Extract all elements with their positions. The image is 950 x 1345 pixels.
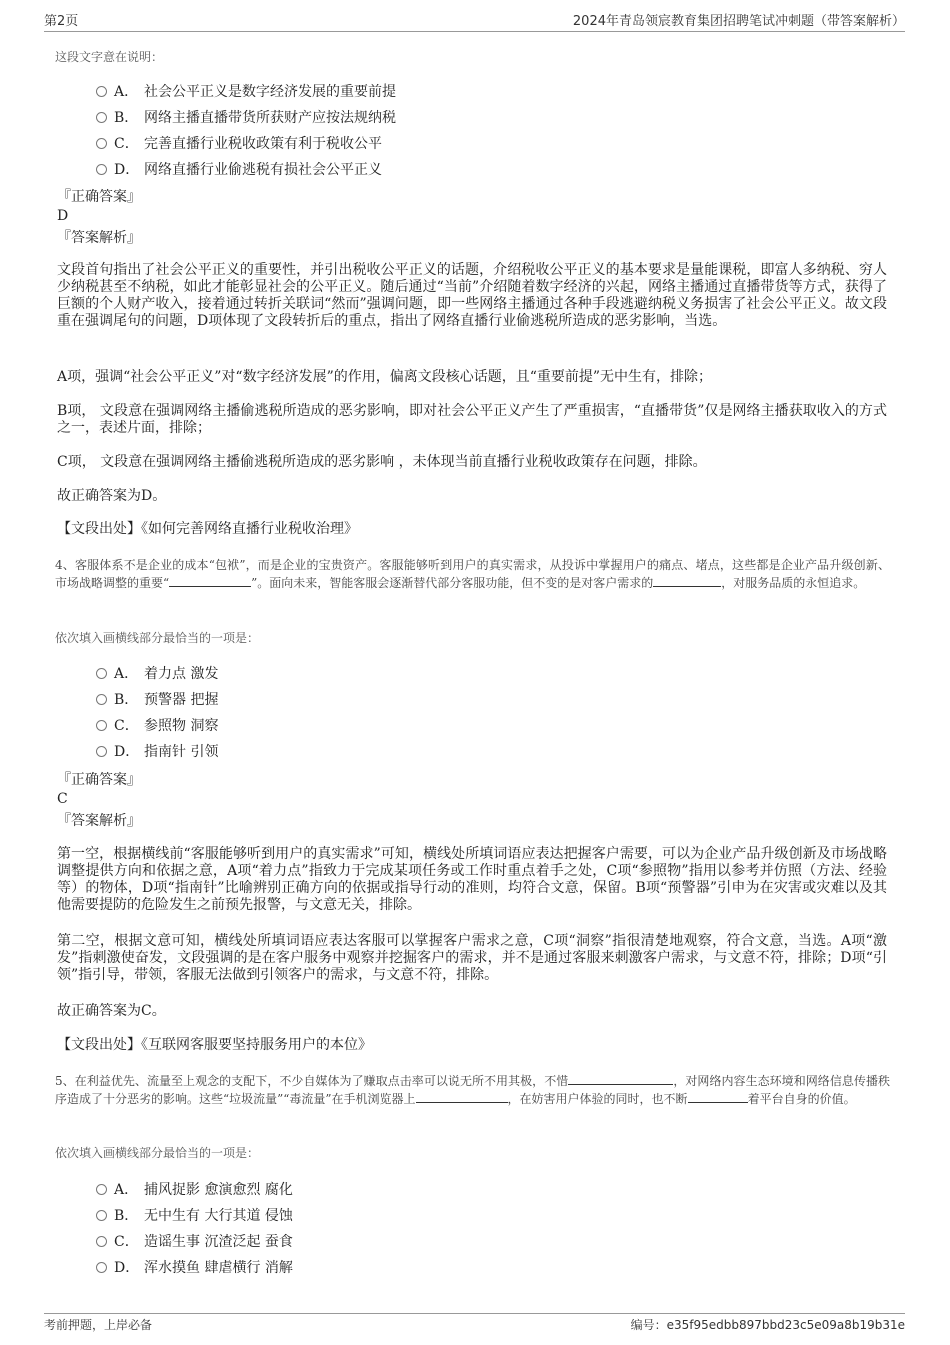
- q4-conclusion: 故正确答案为C。: [57, 1003, 166, 1019]
- q5-option-a[interactable]: A． 捕风捉影 愈演愈烈 腐化: [96, 1180, 293, 1200]
- doc-title: 2024年青岛领宸教育集团招聘笔试冲刺题（带答案解析）: [572, 14, 905, 29]
- q5-blank-3: [688, 1090, 748, 1103]
- q5-stem: 5、在利益优先、流量至上观念的支配下，不少自媒体为了赚取点击率可以说无所不用其极，不惜 ，对网络内容生态环境和网络信息传播秩序造成了十分恶劣的影响。这些“垃圾流量”“毒流量”在手机浏览器上 ，在妨害用户体验的同时，也不断 着平台自身的价值。: [55, 1074, 890, 1106]
- q4-prompt: 依次填入画横线部分最恰当的一项是：: [55, 631, 260, 645]
- q3-analysis-p1: 文段首句指出了社会公平正义的重要性，并引出税收公平正义的话题，介绍税收公平正义的基本要求是量能课税，即富人多纳税、穷人少纳税甚至不纳税，如此才能彰显社会的公平正义。随后通过“当前”介绍随着数字经济的兴起，网络主播通过直播带货等方式，获得了巨额的个人财产收入，接着通过转折关联词“然而”强调问题，即一些网络主播通过各种手段逃避纳税义务损害了社会公平正义。故文段重在强调尾句的问题，D项体现了文段转折后的重点，指出了网络直播行业偷逃税所造成的恶劣影响，当选。: [57, 262, 887, 329]
- radio-icon[interactable]: [96, 746, 107, 757]
- q5-blank-2: [416, 1090, 508, 1103]
- q4-answer-label: 『正确答案』: [57, 772, 141, 788]
- radio-icon[interactable]: [96, 1262, 107, 1273]
- radio-icon[interactable]: [96, 1236, 107, 1247]
- q4-analysis-p1: 第一空，根据横线前“客服能够听到用户的真实需求”可知，横线处所填词语应表达把握客户需要，可以为企业产品升级创新及市场战略调整提供方向和依据之意，A项“着力点”指致力于完成某项任务或工作时重点着手之处，C项“参照物”指用以参考并仿照（方法、经验等）的物体，D项“指南针”比喻辨别正确方向的依据或指导行动的准则，均符合文意，保留。B项“预警器”引申为在灾害或灾难以及其他需要提防的危险发生之前预先报警，与文意无关，排除。: [57, 846, 887, 913]
- q5-option-b[interactable]: B． 无中生有 大行其道 侵蚀: [96, 1206, 293, 1226]
- q3-answer-label: 『正确答案』: [57, 189, 141, 205]
- q3-analysis-p2: A项，强调“社会公平正义”对“数字经济发展”的作用，偏离文段核心话题，且“重要前提”无中生有，排除；: [57, 369, 713, 385]
- q5-blank-1: [568, 1072, 673, 1085]
- q3-option-a[interactable]: A． 社会公平正义是数字经济发展的重要前提: [96, 82, 396, 102]
- q3-option-b[interactable]: B． 网络主播直播带货所获财产应按法规纳税: [96, 108, 396, 128]
- q4-stem: 4、客服体系不是企业的成本“包袱”，而是企业的宝贵资产。客服能够听到用户的真实需求，从投诉中掌握用户的痛点、堵点，这些都是企业产品升级创新、市场战略调整的重要“ ”。面向未来，智能客服会逐渐替代部分客服功能，但不变的是对客户需求的 ，对服务品质的永恒追求。: [55, 558, 890, 590]
- q3-answer: D: [57, 208, 69, 224]
- radio-icon[interactable]: [96, 138, 107, 149]
- q4-option-b[interactable]: B． 预警器 把握: [96, 690, 218, 710]
- q3-source: 【文段出处】《如何完善网络直播行业税收治理》: [57, 521, 358, 537]
- q4-option-d[interactable]: D． 指南针 引领: [96, 742, 218, 762]
- radio-icon[interactable]: [96, 694, 107, 705]
- q3-conclusion: 故正确答案为D。: [57, 488, 167, 504]
- radio-icon[interactable]: [96, 668, 107, 679]
- q4-blank-1: [169, 574, 251, 587]
- q4-source: 【文段出处】《互联网客服要坚持服务用户的本位》: [57, 1037, 372, 1053]
- q4-blank-2: [653, 574, 721, 587]
- header-divider: [44, 31, 905, 32]
- q3-analysis-p3: B项， 文段意在强调网络主播偷逃税所造成的恶劣影响，即对社会公平正义产生了严重损害，“直播带货”仅是网络主播获取收入的方式之一，表述片面，排除；: [57, 403, 887, 436]
- radio-icon[interactable]: [96, 164, 107, 175]
- page-number: 第2页: [44, 14, 79, 29]
- q4-analysis-p2: 第二空，根据文意可知，横线处所填词语应表达客服可以掌握客户需求之意，C项“洞察”指很清楚地观察，符合文意，当选。A项“激发”指刺激使奋发，文段强调的是在客户服务中观察并挖掘客户的需求，并不是通过客服来刺激客户需求，与文意不符，排除；D项“引领”指引导，带领，客服无法做到引领客户的需求，与文意不符，排除。: [57, 933, 887, 983]
- q4-option-c[interactable]: C． 参照物 洞察: [96, 716, 218, 736]
- q4-option-a[interactable]: A． 着力点 激发: [96, 664, 218, 684]
- q4-analysis-label: 『答案解析』: [57, 813, 141, 829]
- radio-icon[interactable]: [96, 86, 107, 97]
- q3-option-d[interactable]: D． 网络直播行业偷逃税有损社会公平正义: [96, 160, 382, 180]
- q4-answer: C: [57, 791, 68, 807]
- radio-icon[interactable]: [96, 1210, 107, 1221]
- footer-doc-id: 编号：e35f95edbb897bbd23c5e09a8b19b31e: [630, 1318, 905, 1332]
- q3-analysis-p4: C项， 文段意在强调网络主播偷逃税所造成的恶劣影响 ，未体现当前直播行业税收政策存在问题，排除。: [57, 454, 707, 470]
- radio-icon[interactable]: [96, 1184, 107, 1195]
- q5-prompt: 依次填入画横线部分最恰当的一项是：: [55, 1146, 260, 1160]
- q5-option-c[interactable]: C． 造谣生事 沉渣泛起 蚕食: [96, 1232, 293, 1252]
- footer-slogan: 考前押题，上岸必备: [44, 1318, 153, 1332]
- radio-icon[interactable]: [96, 720, 107, 731]
- q5-option-d[interactable]: D． 浑水摸鱼 肆虐横行 消解: [96, 1258, 293, 1278]
- footer-divider: [44, 1313, 905, 1314]
- q3-analysis-label: 『答案解析』: [57, 230, 141, 246]
- q3-option-c[interactable]: C． 完善直播行业税收政策有利于税收公平: [96, 134, 382, 154]
- q3-prompt: 这段文字意在说明：: [55, 50, 164, 64]
- radio-icon[interactable]: [96, 112, 107, 123]
